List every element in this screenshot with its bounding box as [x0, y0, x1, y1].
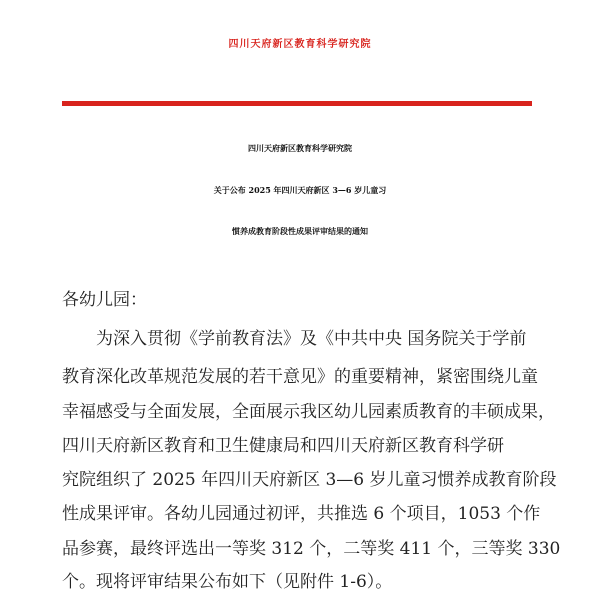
body-line-2: 教育深化改革规范发展的若干意见》的重要精神，紧密围绕儿童 [62, 367, 538, 387]
body-line-8: 个。现将评审结果公布如下（见附件 1-6）。 [62, 572, 393, 592]
body-line-6: 性成果评审。各幼儿园通过初评，共推选 6 个项目，1053 个作 [62, 504, 541, 524]
notice-title-line-3: 惯养成教育阶段性成果评审结果的通知 [232, 226, 368, 236]
masthead-red-rule [62, 101, 532, 106]
body-line-7: 品参赛，最终评选出一等奖 312 个，二等奖 411 个，三等奖 330 [62, 539, 561, 559]
notice-title-line-1: 四川天府新区教育科学研究院 [248, 143, 352, 153]
body-line-3: 幸福感受与全面发展，全面展示我区幼儿园素质教育的丰硕成果， [62, 402, 555, 422]
masthead-org-name: 四川天府新区教育科学研究院 [228, 39, 372, 50]
body-line-4: 四川天府新区教育和卫生健康局和四川天府新区教育科学研 [62, 436, 504, 456]
salutation: 各幼儿园： [62, 290, 147, 310]
notice-title-line-2: 关于公布 2025 年四川天府新区 3—6 岁儿童习 [213, 185, 387, 195]
body-line-5: 究院组织了 2025 年四川天府新区 3—6 岁儿童习惯养成教育阶段 [62, 470, 557, 490]
body-line-1: 为深入贯彻《学前教育法》及《中共中央 国务院关于学前 [96, 329, 527, 349]
